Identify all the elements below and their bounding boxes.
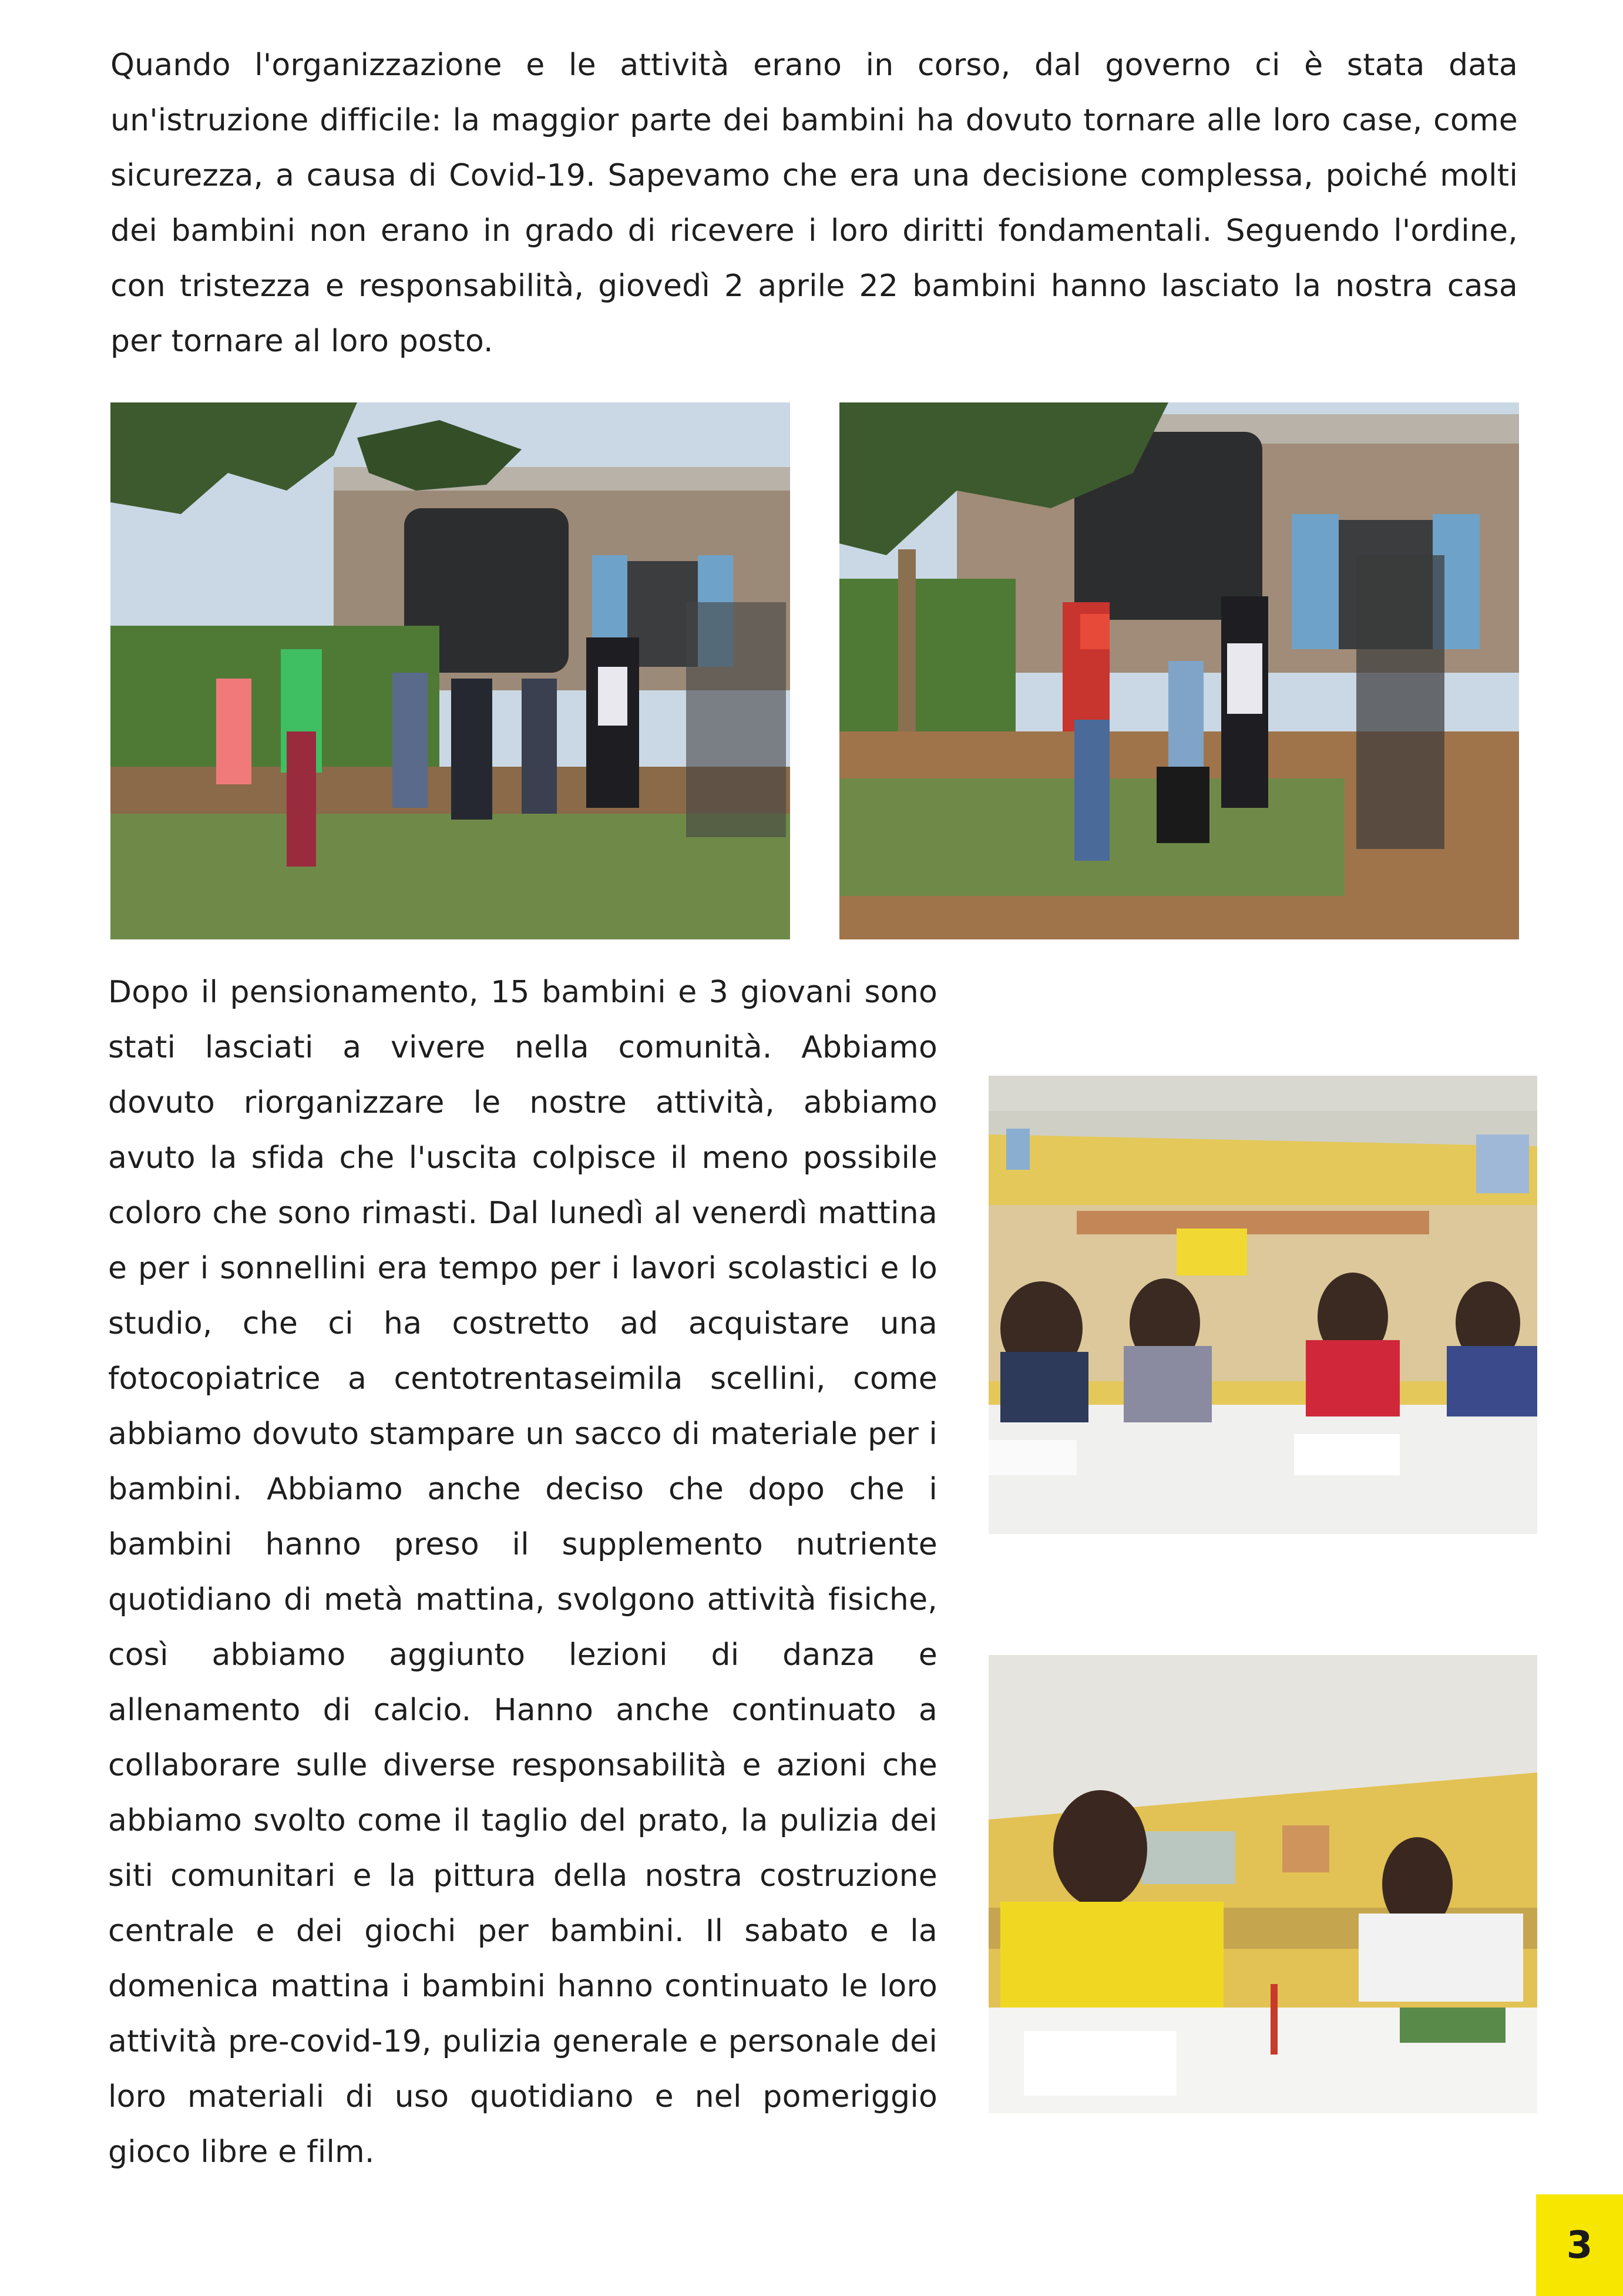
photo-children-group-departure [110, 402, 790, 939]
photo-youth-working-at-desk [989, 1655, 1537, 2113]
photo-children-studying [989, 1076, 1537, 1534]
intro-paragraph: Quando l'organizzazione e le attività erano in corso, dal governo ci è stata data un'istruzione difficile: la maggior parte dei bambini ha dovuto tornare alle loro case, come sicurezza, a causa di Covid-19. Sapevamo che era una decisione complessa, poiché molti dei bambini non erano in grado di ricevere i loro diritti fondamentali. Seguendo l'ordine, con tristezza e responsabilità, giovedì 2 aprile 22 bambini hanno lasciato la nostra casa per tornare al loro posto. [110, 48, 1518, 359]
photo-family-departure [839, 402, 1519, 939]
page-number-badge [1536, 2194, 1623, 2296]
page-number: 3 [1566, 2223, 1593, 2267]
main-paragraph: Dopo il pensionamento, 15 bambini e 3 giovani sono stati lasciati a vivere nella comunità. Abbiamo dovuto riorganizzare le nostre attività, abbiamo avuto la sfida che l'uscita colpisce il meno possibile coloro che sono rimasti. Dal lunedì al venerdì mattina e per i sonnellini era tempo per i lavori scolastici e lo studio, che ci ha costretto ad acquistare una fotocopiatrice a centotrentaseimila scellini, come abbiamo dovuto stampare un sacco di materiale per i bambini. Abbiamo anche deciso che dopo che i bambini hanno preso il supplemento nutriente quotidiano di metà mattina, svolgono attività fisiche, così abbiamo aggiunto lezioni di danza e allenamento di calcio. Hanno anche continuato a collaborare sulle diverse responsabilità e azioni che abbiamo svolto come il taglio del prato, la pulizia dei siti comunitari e la pittura della nostra costruzione centrale e dei giochi per bambini. Il sabato e la domenica mattina i bambini hanno continuato le loro attività pre-covid-19, pulizia generale e personale dei loro materiali di uso quotidiano e nel pomeriggio gioco libre e film. [108, 975, 937, 2170]
